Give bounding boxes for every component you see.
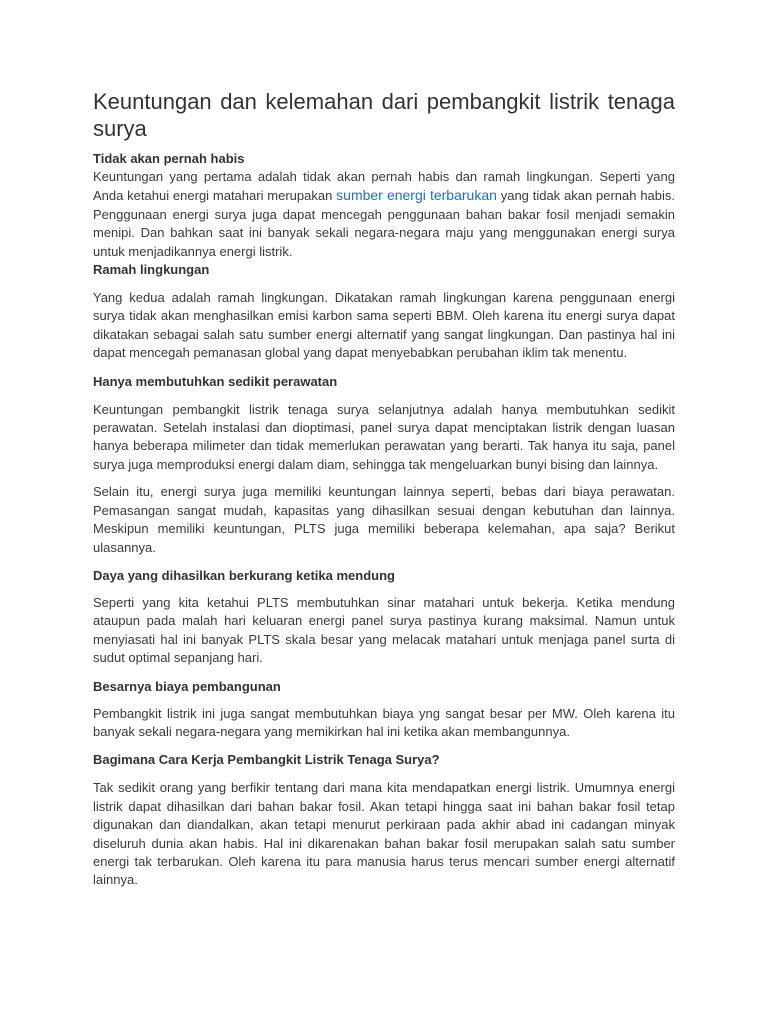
paragraph: Yang kedua adalah ramah lingkungan. Dikatakan ramah lingkungan karena penggunaan energi surya tidak akan menghasilkan emisi karbon sama seperti BBM. Oleh karena itu energi surya dapat dikatakan sebagai salah satu sumber energi alternatif yang sangat lingkungan. Dan pastinya hal ini dapat mencegah pemanasan global yang dapat menyebabkan perubahan iklim tak menentu. <box>93 290 675 361</box>
paragraph: Keuntungan pembangkit listrik tenaga surya selanjutnya adalah hanya membutuhkan sedikit perawatan. Setelah instalasi dan dioptimasi, panel surya dapat menciptakan listrik dengan luasan hanya beberapa milimeter dan tidak memerlukan perawatan yang berarti. Tak hanya itu saja, panel surya juga memproduksi energi dalam diam, sehingga tak mengeluarkan bunyi bising dan lainnya. <box>93 401 675 472</box>
section-heading-perawatan: Hanya membutuhkan sedikit perawatan <box>93 373 338 389</box>
page-title: Keuntungan dan kelemahan dari pembangkit listrik tenaga surya <box>93 89 675 141</box>
section-heading-ramah-lingkungan: Ramah lingkungan <box>93 262 210 278</box>
section-heading-biaya: Besarnya biaya pembangunan <box>93 678 281 694</box>
paragraph: Pembangkit listrik ini juga sangat membutuhkan biaya yng sangat besar per MW. Oleh karena itu banyak sekali negara-negara yang memikirkan hal ini ketika akan membangunnya. <box>93 705 675 739</box>
renewable-energy-link[interactable]: sumber energi terbarukan <box>336 187 497 204</box>
section-heading-tidak-habis: Tidak akan pernah habis <box>93 151 245 166</box>
section-heading-cara-kerja: Bagimana Cara Kerja Pembangkit Listrik Tenaga Surya? <box>93 752 440 768</box>
paragraph <box>93 168 675 261</box>
paragraph: Selain itu, energi surya juga memiliki keuntungan lainnya seperti, bebas dari biaya perawatan. Pemasangan sangat mudah, kapasitas yang dihasilkan sesuai dengan kebutuhan dan lainnya. Meskipun memiliki keuntungan, PLTS juga memiliki beberapa kelemahan, apa saja? Berikut ulasannya. <box>93 484 675 555</box>
paragraph-text: Keuntungan yang pertama adalah tidak akan pernah habis dan ramah lingkungan. Seperti yang Anda ketahui energi matahari merupakan <box>93 169 675 204</box>
paragraph-text: yang tidak akan pernah habis. Penggunaan energi surya juga dapat mencegah penggunaan bahan bakar fosil menjadi semakin menipi. Dan bahkan saat ini banyak sekali negara-negara maju yang menggunakan energi surya untuk menjadikannya energi listrik. <box>93 188 676 259</box>
section-heading-mendung: Daya yang dihasilkan berkurang ketika mendung <box>93 567 395 583</box>
paragraph: Tak sedikit orang yang berfikir tentang dari mana kita mendapatkan energi listrik. Umumnya energi listrik dapat dihasilkan dari bahan bakar fosil. Akan tetapi hingga saat ini bahan bakar fosil tetap digunakan dan diandalkan, akan tetapi menurut perkiraan pada akhir abad ini cadangan minyak diseluruh dunia akan habis. Hal ini dikarenakan bahan bakar fosil merupakan salah satu sumber energi tak terbarukan. Oleh karena itu para manusia harus terus mencari sumber energi alternatif lainnya. <box>93 780 675 888</box>
paragraph: Seperti yang kita ketahui PLTS membutuhkan sinar matahari untuk bekerja. Ketika mendung ataupun pada malah hari keluaran energi panel surya pastinya kurang maksimal. Namun untuk menyiasati hal ini banyak PLTS skala besar yang melacak matahari untuk menjaga panel surta di sudut optimal sepanjang hari. <box>93 594 675 666</box>
